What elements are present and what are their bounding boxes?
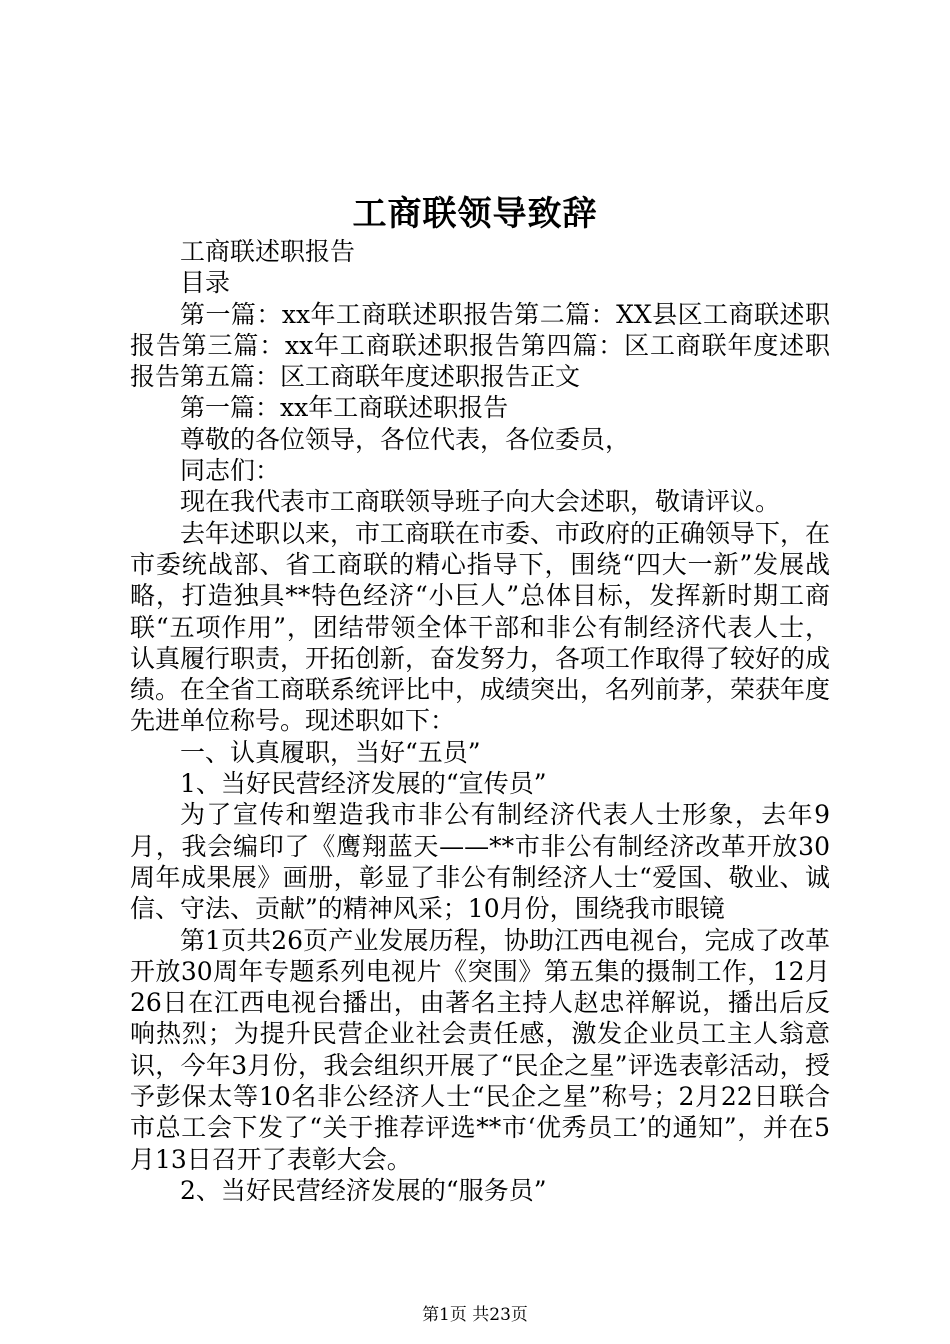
paragraph: 为了宣传和塑造我市非公有制经济代表人士形象，去年9月，我会编印了《鹰翔蓝天——**市非公有制经济改革开放30周年成果展》画册，彰显了非公有制经济人士“爱国、敬业、诚信、守法、贡献”的精神风采；10月份，围绕我市眼镜 xyxy=(130,800,830,924)
document-title: 工商联领导致辞 xyxy=(352,194,598,234)
paragraph: 尊敬的各位领导，各位代表，各位委员， xyxy=(180,424,631,454)
paragraph: 去年述职以来，市工商联在市委、市政府的正确领导下，在市委统战部、省工商联的精心指导下，围绕“四大一新”发展战略，打造独具**特色经济“小巨人”总体目标，发挥新时期工商联“五项作用”，团结带领全体干部和非公有制经济代表人士，认真履行职责，开拓创新，奋发努力，各项工作取得了较好的成绩。在全省工商联系统评比中，成绩突出，名列前茅，荣获年度先进单位称号。现述职如下： xyxy=(130,518,831,736)
page-footer: 第1页 共23页 xyxy=(422,1305,528,1325)
section-heading: 一、认真履职，当好“五员” xyxy=(180,737,481,767)
subsection-heading: 2、当好民营经济发展的“服务员” xyxy=(180,1175,547,1205)
paragraph: 第1页共26页产业发展历程，协助江西电视台，完成了改革开放30周年专题系列电视片《突围》第五集的摄制工作，12月26日在江西电视台播出，由著名主持人赵忠祥解说，播出后反响热烈；为提升民营企业社会责任感，激发企业员工主人翁意识，今年3月份，我会组织开展了“民企之星”评选表彰活动，授予彭保太等10名非公经济人士“民企之星”称号；2月22日联合市总工会下发了“关于推荐评选**市‘优秀员工’的通知”，并在5月13日召开了表彰大会。 xyxy=(130,925,830,1174)
subsection-heading: 1、当好民营经济发展的“宣传员” xyxy=(180,769,547,799)
paragraph: 目录 xyxy=(180,268,231,298)
paragraph: 第一篇：xx年工商联述职报告第二篇：XX县区工商联述职报告第三篇：xx年工商联述职报告第四篇：区工商联年度述职报告第五篇：区工商联年度述职报告正文 xyxy=(130,299,830,392)
document-body xyxy=(130,236,830,1206)
paragraph: 同志们： xyxy=(180,456,281,486)
paragraph: 现在我代表市工商联领导班子向大会述职，敬请评议。 xyxy=(180,487,781,517)
paragraph: 第一篇：xx年工商联述职报告 xyxy=(180,393,509,423)
paragraph: 工商联述职报告 xyxy=(180,237,356,266)
